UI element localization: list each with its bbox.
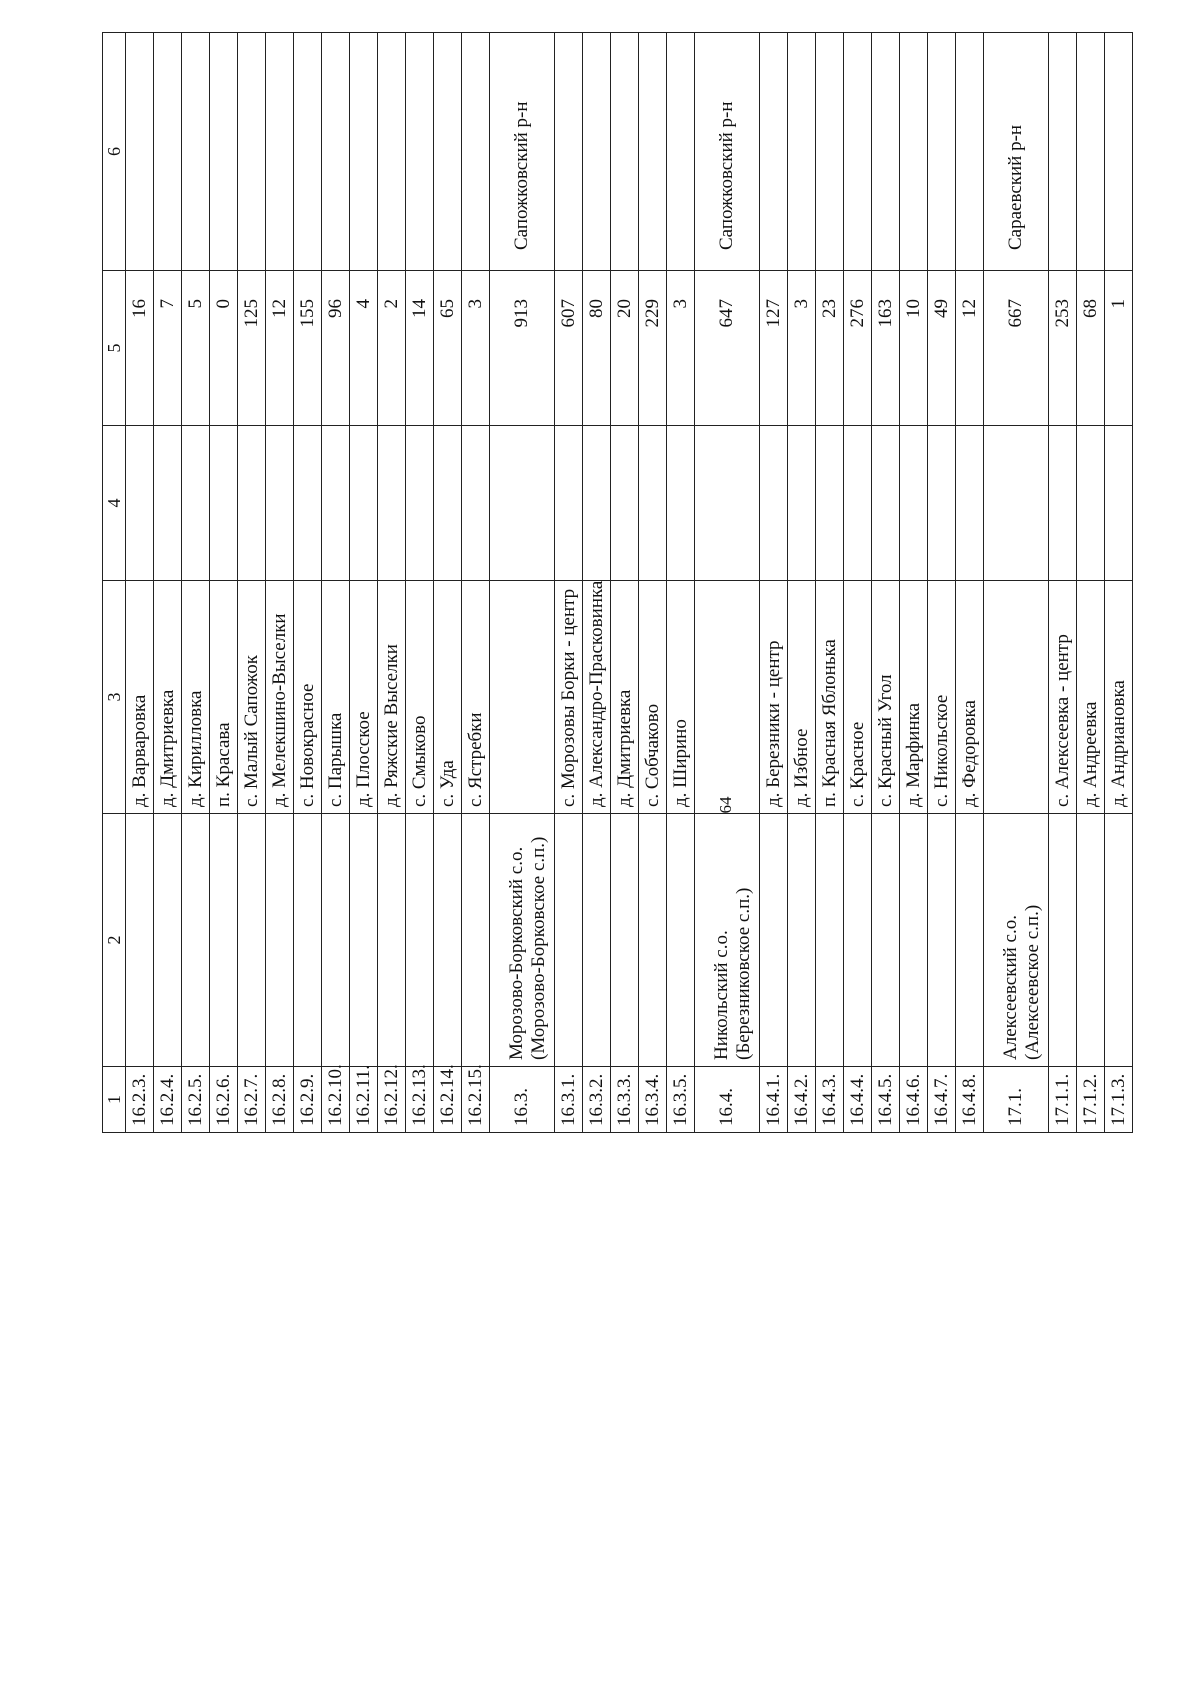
settlement-cell: д. Марфинка <box>900 581 928 814</box>
row-number-cell: 16.4.8. <box>956 1067 984 1133</box>
district-cell <box>555 33 583 271</box>
council-cell <box>154 814 182 1067</box>
settlement-cell: д. Дмитриевка <box>154 581 182 814</box>
district-cell <box>126 33 154 271</box>
table-row <box>695 33 760 1133</box>
settlement-cell <box>695 581 760 814</box>
population-cell: 96 <box>322 271 350 426</box>
table-row <box>210 33 238 1133</box>
empty-cell <box>956 426 984 581</box>
council-cell <box>900 814 928 1067</box>
council-cell <box>434 814 462 1067</box>
population-cell: 16 <box>126 271 154 426</box>
empty-cell <box>238 426 266 581</box>
council-name: Алексеевский с.о. <box>1000 915 1021 1060</box>
council-cell <box>928 814 956 1067</box>
table-row <box>816 33 844 1133</box>
empty-cell <box>555 426 583 581</box>
council-cell <box>126 814 154 1067</box>
settlement-cell: с. Новокрасное <box>294 581 322 814</box>
empty-cell <box>611 426 639 581</box>
empty-cell <box>406 426 434 581</box>
header-cell-5: 5 <box>103 271 126 426</box>
district-cell: Сапожковский р-н <box>695 33 760 271</box>
table-row <box>760 33 788 1133</box>
row-number-cell: 16.2.7. <box>238 1067 266 1133</box>
row-number-cell: 16.3.1. <box>555 1067 583 1133</box>
empty-cell <box>266 426 294 581</box>
settlement-cell: д. Ряжские Выселки <box>378 581 406 814</box>
population-cell: 913 <box>490 271 555 426</box>
settlement-cell: с. Парышка <box>322 581 350 814</box>
council-cell <box>611 814 639 1067</box>
empty-cell <box>210 426 238 581</box>
district-cell <box>956 33 984 271</box>
district-cell <box>1077 33 1105 271</box>
empty-cell <box>583 426 611 581</box>
table-row <box>928 33 956 1133</box>
population-cell: 125 <box>238 271 266 426</box>
table-row <box>126 33 154 1133</box>
row-number-cell: 16.2.14. <box>434 1067 462 1133</box>
council-name: Морозово-Борковский с.о. <box>506 846 527 1060</box>
settlement-cell: с. Алексеевка - центр <box>1049 581 1077 814</box>
table-row <box>350 33 378 1133</box>
population-cell: 20 <box>611 271 639 426</box>
district-cell <box>322 33 350 271</box>
row-number-cell: 16.2.15. <box>462 1067 490 1133</box>
population-cell: 647 <box>695 271 760 426</box>
population-cell: 4 <box>350 271 378 426</box>
population-cell: 667 <box>984 271 1049 426</box>
district-cell: Сапожковский р-н <box>490 33 555 271</box>
council-cell <box>210 814 238 1067</box>
table-row <box>611 33 639 1133</box>
population-cell: 23 <box>816 271 844 426</box>
population-cell: 276 <box>844 271 872 426</box>
settlement-cell <box>984 581 1049 814</box>
district-cell <box>667 33 695 271</box>
council-cell <box>956 814 984 1067</box>
table-row <box>984 33 1049 1133</box>
council-cell <box>583 814 611 1067</box>
district-cell <box>900 33 928 271</box>
district-cell <box>639 33 667 271</box>
row-number-cell: 16.2.8. <box>266 1067 294 1133</box>
empty-cell <box>928 426 956 581</box>
settlement-cell: д. Ширино <box>667 581 695 814</box>
population-cell: 3 <box>462 271 490 426</box>
settlement-cell: с. Уда <box>434 581 462 814</box>
table-row <box>490 33 555 1133</box>
council-name: Никольский с.о. <box>711 930 732 1060</box>
empty-cell <box>154 426 182 581</box>
district-cell <box>406 33 434 271</box>
rotated-table-container <box>102 33 1127 1133</box>
council-cell <box>462 814 490 1067</box>
row-number-cell: 16.3.5. <box>667 1067 695 1133</box>
table-row <box>639 33 667 1133</box>
population-cell: 80 <box>583 271 611 426</box>
table-row <box>788 33 816 1133</box>
row-number-cell: 16.4.6. <box>900 1067 928 1133</box>
table-row <box>1077 33 1105 1133</box>
table-row <box>406 33 434 1133</box>
population-cell: 7 <box>154 271 182 426</box>
empty-cell <box>844 426 872 581</box>
row-number-cell: 17.1.1. <box>1049 1067 1077 1133</box>
empty-cell <box>350 426 378 581</box>
row-number-cell: 16.4.5. <box>872 1067 900 1133</box>
settlement-cell: д. Избное <box>788 581 816 814</box>
empty-cell <box>126 426 154 581</box>
settlement-cell: с. Красное <box>844 581 872 814</box>
council-cell <box>406 814 434 1067</box>
row-number-cell: 16.3.2. <box>583 1067 611 1133</box>
council-cell <box>182 814 210 1067</box>
row-number-cell: 16.2.5. <box>182 1067 210 1133</box>
district-cell <box>294 33 322 271</box>
population-cell: 163 <box>872 271 900 426</box>
table-row <box>1049 33 1077 1133</box>
council-cell <box>695 814 760 1067</box>
table-row <box>434 33 462 1133</box>
row-number-cell: 16.2.13. <box>406 1067 434 1133</box>
district-cell <box>872 33 900 271</box>
table-row <box>462 33 490 1133</box>
population-cell: 3 <box>667 271 695 426</box>
row-number-cell: 16.2.3. <box>126 1067 154 1133</box>
settlement-cell: д. Андреевка <box>1077 581 1105 814</box>
population-cell: 12 <box>956 271 984 426</box>
empty-cell <box>322 426 350 581</box>
row-number-cell: 17.1.3. <box>1105 1067 1133 1133</box>
council-cell <box>322 814 350 1067</box>
header-row <box>103 33 126 1133</box>
empty-cell <box>462 426 490 581</box>
empty-cell <box>667 426 695 581</box>
council-cell <box>984 814 1049 1067</box>
council-cell <box>667 814 695 1067</box>
settlement-cell: с. Смыково <box>406 581 434 814</box>
table-row <box>322 33 350 1133</box>
empty-cell <box>788 426 816 581</box>
population-cell: 10 <box>900 271 928 426</box>
row-number-cell: 17.1. <box>984 1067 1049 1133</box>
row-number-cell: 16.4.3. <box>816 1067 844 1133</box>
row-number-cell: 16.2.9. <box>294 1067 322 1133</box>
population-cell: 253 <box>1049 271 1077 426</box>
district-cell <box>434 33 462 271</box>
table-row <box>844 33 872 1133</box>
district-cell <box>844 33 872 271</box>
council-cell <box>266 814 294 1067</box>
population-cell: 607 <box>555 271 583 426</box>
district-cell <box>238 33 266 271</box>
population-cell: 1 <box>1105 271 1133 426</box>
empty-cell <box>1077 426 1105 581</box>
settlement-cell: д. Дмитриевка <box>611 581 639 814</box>
row-number-cell: 17.1.2. <box>1077 1067 1105 1133</box>
table-row <box>182 33 210 1133</box>
settlement-cell: д. Березники - центр <box>760 581 788 814</box>
empty-cell <box>984 426 1049 581</box>
table-row <box>238 33 266 1133</box>
district-cell <box>462 33 490 271</box>
population-cell: 155 <box>294 271 322 426</box>
council-cell <box>238 814 266 1067</box>
table-row <box>872 33 900 1133</box>
settlement-cell: д. Плосское <box>350 581 378 814</box>
population-cell: 65 <box>434 271 462 426</box>
population-cell: 0 <box>210 271 238 426</box>
population-cell: 229 <box>639 271 667 426</box>
population-cell: 5 <box>182 271 210 426</box>
council-cell <box>555 814 583 1067</box>
header-cell-3: 3 <box>103 581 126 814</box>
council-cell <box>788 814 816 1067</box>
district-cell: Сараевский р-н <box>984 33 1049 271</box>
table-row <box>555 33 583 1133</box>
settlement-cell: с. Морозовы Борки - центр <box>555 581 583 814</box>
population-cell: 68 <box>1077 271 1105 426</box>
council-cell <box>350 814 378 1067</box>
table-row <box>294 33 322 1133</box>
district-cell <box>154 33 182 271</box>
table-body <box>103 33 1133 1133</box>
district-cell <box>210 33 238 271</box>
row-number-cell: 16.2.11. <box>350 1067 378 1133</box>
population-cell: 14 <box>406 271 434 426</box>
table-row <box>154 33 182 1133</box>
settlements-table <box>102 32 1133 1133</box>
table-row <box>378 33 406 1133</box>
population-cell: 127 <box>760 271 788 426</box>
header-cell-4: 4 <box>103 426 126 581</box>
council-cell <box>294 814 322 1067</box>
row-number-cell: 16.2.10. <box>322 1067 350 1133</box>
table-row <box>266 33 294 1133</box>
row-number-cell: 16.4.4. <box>844 1067 872 1133</box>
row-number-cell: 16.2.12. <box>378 1067 406 1133</box>
row-number-cell: 16.4.1. <box>760 1067 788 1133</box>
settlement-cell: д. Кирилловка <box>182 581 210 814</box>
council-cell <box>1105 814 1133 1067</box>
row-number-cell: 16.3. <box>490 1067 555 1133</box>
empty-cell <box>434 426 462 581</box>
settlement-cell: с. Собчаково <box>639 581 667 814</box>
empty-cell <box>294 426 322 581</box>
council-cell <box>872 814 900 1067</box>
settlement-cell: д. Мелекшино-Выселки <box>266 581 294 814</box>
empty-cell <box>639 426 667 581</box>
empty-cell <box>816 426 844 581</box>
settlement-cell: п. Красная Яблонька <box>816 581 844 814</box>
empty-cell <box>695 426 760 581</box>
empty-cell <box>378 426 406 581</box>
row-number-cell: 16.4. <box>695 1067 760 1133</box>
row-number-cell: 16.2.4. <box>154 1067 182 1133</box>
settlement-cell: п. Красава <box>210 581 238 814</box>
header-cell-2: 2 <box>103 814 126 1067</box>
table-row <box>1105 33 1133 1133</box>
council-cell <box>816 814 844 1067</box>
empty-cell <box>872 426 900 581</box>
council-cell <box>844 814 872 1067</box>
settlement-cell: д. Варваровка <box>126 581 154 814</box>
settlement-name-alt: (Березниковское с.п.) <box>733 887 754 1060</box>
district-cell <box>350 33 378 271</box>
empty-cell <box>182 426 210 581</box>
empty-cell <box>760 426 788 581</box>
table-row <box>583 33 611 1133</box>
population-cell: 49 <box>928 271 956 426</box>
empty-cell <box>490 426 555 581</box>
table-row <box>900 33 928 1133</box>
row-number-cell: 16.2.6. <box>210 1067 238 1133</box>
row-number-cell: 16.3.4. <box>639 1067 667 1133</box>
council-cell <box>378 814 406 1067</box>
settlement-cell: д. Андриановка <box>1105 581 1133 814</box>
district-cell <box>788 33 816 271</box>
row-number-cell: 16.4.7. <box>928 1067 956 1133</box>
header-cell-6: 6 <box>103 33 126 271</box>
empty-cell <box>900 426 928 581</box>
row-number-cell: 16.3.3. <box>611 1067 639 1133</box>
header-cell-1: 1 <box>103 1067 126 1133</box>
district-cell <box>928 33 956 271</box>
settlement-cell: д. Александро-Прасковинка <box>583 581 611 814</box>
council-cell <box>1077 814 1105 1067</box>
district-cell <box>611 33 639 271</box>
empty-cell <box>1049 426 1077 581</box>
council-cell <box>490 814 555 1067</box>
district-cell <box>1105 33 1133 271</box>
district-cell <box>266 33 294 271</box>
population-cell: 3 <box>788 271 816 426</box>
district-cell <box>182 33 210 271</box>
table-row <box>956 33 984 1133</box>
district-cell <box>1049 33 1077 271</box>
settlement-name-alt: (Морозово-Борковское с.п.) <box>528 836 549 1060</box>
settlement-cell: с. Красный Угол <box>872 581 900 814</box>
council-cell <box>1049 814 1077 1067</box>
population-cell: 2 <box>378 271 406 426</box>
settlement-cell: с. Ястребки <box>462 581 490 814</box>
population-cell: 12 <box>266 271 294 426</box>
district-cell <box>816 33 844 271</box>
table-row <box>667 33 695 1133</box>
settlement-name-alt: (Алексеевское с.п.) <box>1022 904 1043 1060</box>
row-number-cell: 16.4.2. <box>788 1067 816 1133</box>
page-number: 64 <box>716 796 735 814</box>
empty-cell <box>1105 426 1133 581</box>
district-cell <box>378 33 406 271</box>
council-cell <box>760 814 788 1067</box>
settlement-cell: д. Федоровка <box>956 581 984 814</box>
council-cell <box>639 814 667 1067</box>
settlement-cell: с. Малый Сапожок <box>238 581 266 814</box>
district-cell <box>583 33 611 271</box>
settlement-cell: с. Никольское <box>928 581 956 814</box>
district-cell <box>760 33 788 271</box>
settlement-cell <box>490 581 555 814</box>
